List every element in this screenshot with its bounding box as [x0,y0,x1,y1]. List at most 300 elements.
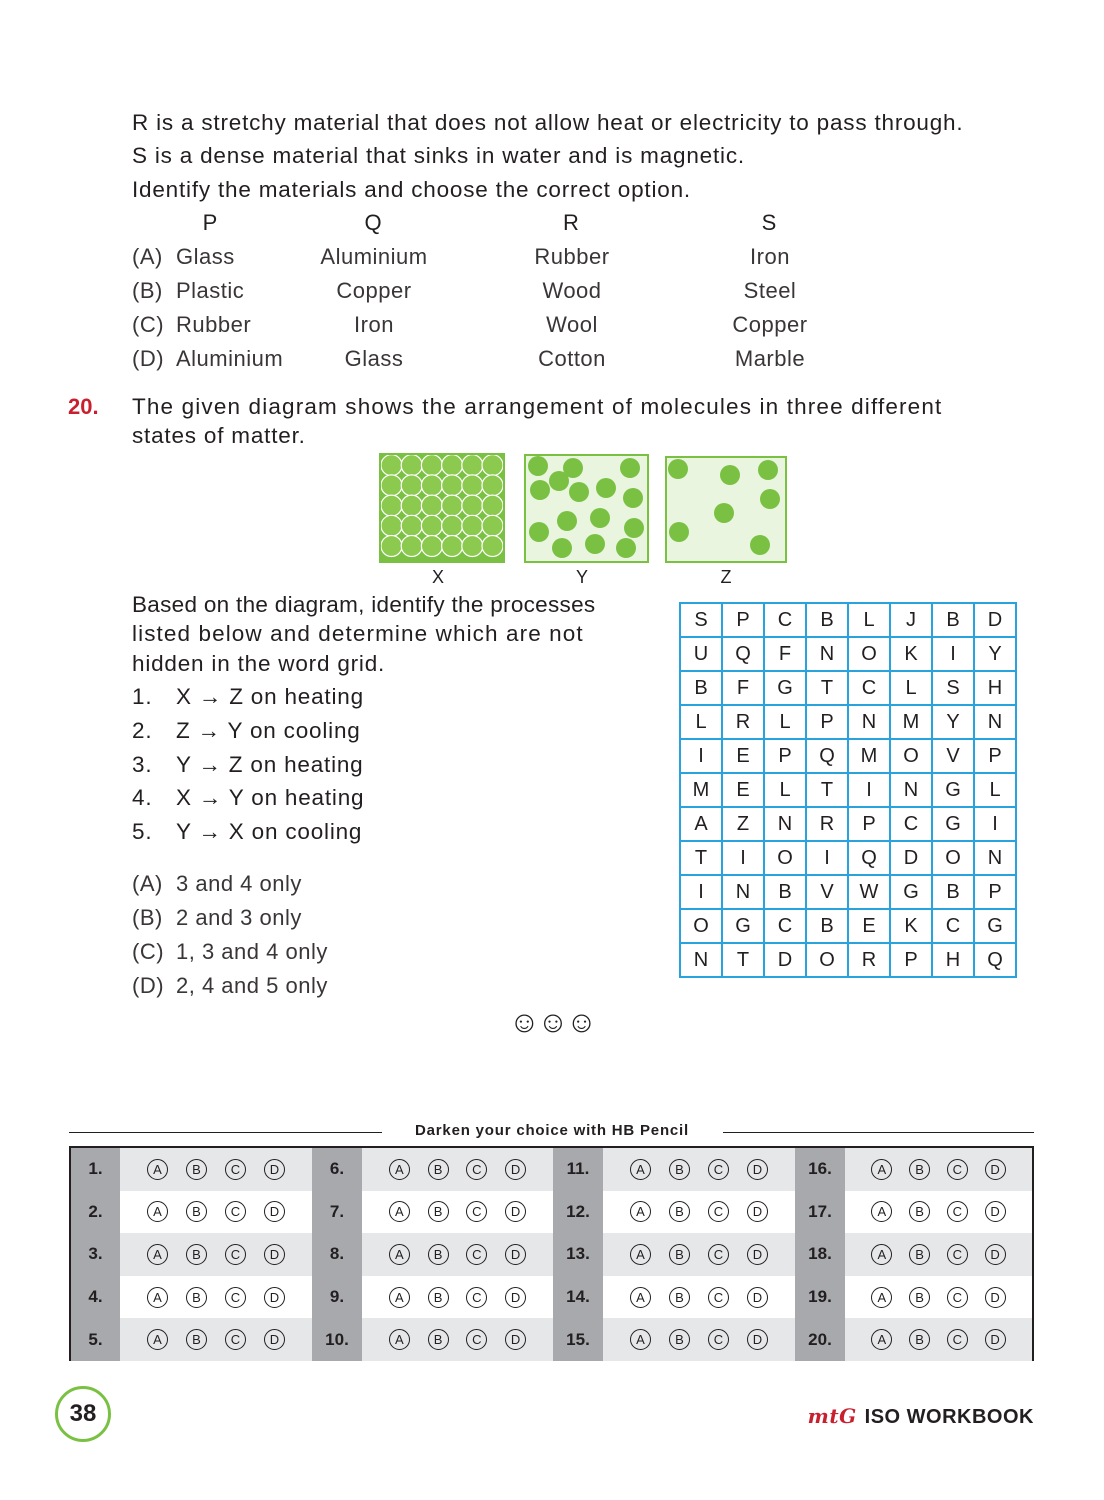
solid-molecule [462,495,483,516]
answer-bubble[interactable]: A [630,1244,651,1265]
answer-sheet-row [71,1191,1032,1234]
word-grid-cell: O [806,943,848,977]
answer-bubble[interactable]: D [985,1244,1006,1265]
diagram-label-y: Y [575,567,588,587]
answer-bubble[interactable]: A [389,1244,410,1265]
word-grid-cell: M [848,739,890,773]
answer-bubble-group [120,1233,312,1276]
q19-option-cell: Rubber [534,244,610,269]
word-grid-row [680,671,1016,705]
word-grid-cell: N [974,705,1016,739]
answer-bubble[interactable]: A [389,1287,410,1308]
solid-molecule [482,455,503,476]
word-grid-row [680,637,1016,671]
answer-bubble[interactable]: A [147,1329,168,1350]
q20-answer-option [132,973,328,999]
word-grid-cell: G [932,807,974,841]
diagram-label-z: Z [720,567,732,587]
solid-molecule [401,495,422,516]
answer-bubble[interactable]: A [871,1287,892,1308]
word-grid-cell: T [680,841,722,875]
q19-option-row [132,278,892,312]
answer-sheet-row [71,1318,1032,1361]
q19-option-cell: Marble [734,346,806,371]
answer-bubble[interactable]: C [947,1329,968,1350]
q19-header-q: Q [364,210,382,235]
answer-bubble-group [362,1276,553,1319]
word-grid-cell: Q [806,739,848,773]
word-grid-cell: S [932,671,974,705]
word-grid-row [680,807,1016,841]
word-grid-row [680,705,1016,739]
answer-bubble[interactable]: B [909,1201,930,1222]
answer-bubble[interactable]: C [466,1287,487,1308]
word-grid-cell: G [932,773,974,807]
answer-sheet-question-number: 5. [71,1318,120,1361]
answer-bubble[interactable]: A [147,1159,168,1180]
word-grid-cell: B [764,875,806,909]
word-grid-cell: Q [722,637,764,671]
word-grid-cell: N [680,943,722,977]
solid-molecule [442,455,463,476]
answer-sheet-question-number: 15. [553,1318,603,1361]
q20-answer-text: 2, 4 and 5 only [176,973,328,998]
answer-bubble[interactable]: B [669,1287,690,1308]
answer-sheet-question-number: 4. [71,1276,120,1319]
word-grid-cell: S [680,603,722,637]
word-grid-cell: N [848,705,890,739]
solid-molecule [482,475,503,496]
process-text: X → Y on heating [176,785,365,811]
q19-option-row [132,244,892,278]
answer-sheet-question-number: 13. [553,1233,603,1276]
answer-bubble[interactable]: D [264,1159,285,1180]
solid-molecule [442,536,463,557]
process-number: 2. [132,717,153,743]
solid-molecule [401,515,422,536]
answer-bubble[interactable]: B [428,1329,449,1350]
q19-header-p: P [202,210,218,235]
q19-option-cell: Aluminium [176,346,284,371]
word-grid-cell: N [722,875,764,909]
q20-answer-text: 3 and 4 only [176,871,302,896]
word-grid-cell: C [932,909,974,943]
answer-sheet-question-number: 3. [71,1233,120,1276]
word-grid-cell: E [848,909,890,943]
answer-sheet-question-number: 6. [312,1148,362,1191]
answer-bubble[interactable]: B [428,1201,449,1222]
q20-prompt-line-2: listed below and determine which are not [132,621,584,646]
q19-option-label: (D) [132,346,165,371]
answer-bubble[interactable]: A [147,1287,168,1308]
answer-bubble[interactable]: D [747,1287,768,1308]
answer-bubble-group [845,1276,1032,1319]
word-grid-cell: A [680,807,722,841]
solid-molecule [381,495,402,516]
word-grid-cell: O [890,739,932,773]
q20-answer-label: (B) [132,905,163,930]
answer-bubble[interactable]: B [909,1329,930,1350]
q19-header-r: R [563,210,579,235]
solid-molecule [421,515,442,536]
answer-bubble[interactable]: A [871,1329,892,1350]
answer-bubble[interactable]: A [147,1244,168,1265]
answer-sheet-question-number: 8. [312,1233,362,1276]
answer-bubble[interactable]: D [505,1287,526,1308]
q20-prompt-line-1: Based on the diagram, identify the processes [132,592,596,617]
word-grid-cell: B [680,671,722,705]
answer-sheet-question-number: 20. [795,1318,845,1361]
word-grid-cell: C [890,807,932,841]
answer-bubble[interactable]: A [630,1201,651,1222]
word-grid-cell: T [806,773,848,807]
word-grid-cell: T [722,943,764,977]
book-title: ISO WORKBOOK [864,1406,1034,1428]
solid-molecule [462,515,483,536]
process-item [132,819,362,845]
answer-bubble[interactable]: D [747,1244,768,1265]
solid-molecule [442,475,463,496]
answer-sheet-question-number: 9. [312,1276,362,1319]
word-grid-cell: C [764,909,806,943]
answer-sheet [69,1146,1034,1361]
process-number: 1. [132,684,153,709]
answer-sheet-question-number: 12. [553,1191,603,1234]
q19-header-s: S [761,210,777,235]
word-grid-cell: L [764,773,806,807]
answer-bubble[interactable]: C [225,1287,246,1308]
q19-option-label: (B) [132,278,163,303]
word-grid-cell: I [932,637,974,671]
process-number: 5. [132,819,153,845]
solid-molecule [421,495,442,516]
answer-bubble[interactable]: A [871,1159,892,1180]
word-grid-cell: G [890,875,932,909]
q20-text-line-1: The given diagram shows the arrangement of molecules in three different [132,394,943,419]
q19-text-line-3: Identify the materials and choose the correct option. [132,177,691,202]
solid-molecule [482,536,503,557]
word-grid-cell: L [848,603,890,637]
solid-molecule [442,515,463,536]
q20-prompt-line-3: hidden in the word grid. [132,651,386,676]
q19-text-line-1: R is a stretchy material that does not allow heat or electricity to pass through. [132,110,964,135]
answer-sheet-row [71,1276,1032,1319]
solid-molecule [381,515,402,536]
solid-molecule [421,536,442,557]
process-number: 4. [132,785,153,811]
word-grid-cell: O [764,841,806,875]
word-grid-cell: W [848,875,890,909]
smiley-icons: ☺☺☺ [509,1006,595,1039]
answer-bubble[interactable]: D [505,1244,526,1265]
answer-bubble[interactable]: D [264,1287,285,1308]
word-grid-row [680,841,1016,875]
word-grid-cell: N [806,637,848,671]
answer-bubble[interactable]: B [909,1159,930,1180]
answer-bubble[interactable]: C [947,1244,968,1265]
answer-bubble-group [362,1148,553,1191]
word-grid-cell: I [680,739,722,773]
process-item [132,785,364,811]
word-grid-cell: G [974,909,1016,943]
answer-bubble[interactable]: C [708,1329,729,1350]
word-grid-cell: K [890,909,932,943]
word-grid-cell: B [806,909,848,943]
q19-option-cell: Wool [546,312,598,337]
solid-molecule [482,495,503,516]
answer-bubble-group [120,1318,312,1361]
word-grid-cell: P [974,875,1016,909]
gas-molecules-diagram [667,458,785,561]
answer-sheet-question-number: 16. [795,1148,845,1191]
answer-bubble[interactable]: C [466,1201,487,1222]
answer-bubble[interactable]: A [630,1159,651,1180]
answer-bubble[interactable]: B [186,1159,207,1180]
q20-answer-text: 1, 3 and 4 only [176,939,328,964]
solid-molecule [462,475,483,496]
word-grid-cell: P [974,739,1016,773]
word-grid-cell: D [764,943,806,977]
word-grid-cell: N [974,841,1016,875]
q19-option-cell: Plastic [176,278,245,303]
answer-bubble[interactable]: C [947,1159,968,1180]
q20-answer-option [132,939,328,965]
word-grid-cell: P [890,943,932,977]
word-grid-cell: L [764,705,806,739]
word-grid-row [680,773,1016,807]
answer-bubble[interactable]: B [186,1329,207,1350]
word-grid-cell: K [890,637,932,671]
answer-sheet-question-number: 17. [795,1191,845,1234]
word-grid-cell: E [722,739,764,773]
answer-bubble[interactable]: D [505,1329,526,1350]
word-grid-cell: L [680,705,722,739]
answer-sheet-question-number: 18. [795,1233,845,1276]
process-item [132,718,361,744]
word-grid-cell: V [806,875,848,909]
word-grid-cell: O [680,909,722,943]
word-grid-cell: U [680,637,722,671]
word-grid-cell: C [764,603,806,637]
word-grid-cell: P [806,705,848,739]
word-grid-cell: R [806,807,848,841]
q19-option-cell: Iron [354,312,394,337]
answer-bubble[interactable]: D [985,1329,1006,1350]
answer-sheet-row [71,1233,1032,1276]
q19-option-label: (A) [132,244,163,269]
q19-option-cell: Rubber [176,312,252,337]
brand-footer [808,1404,1034,1429]
q19-option-label: (C) [132,312,165,337]
answer-bubble[interactable]: D [985,1201,1006,1222]
q19-option-cell: Aluminium [320,244,428,269]
word-grid-cell: M [890,705,932,739]
answer-bubble[interactable]: A [389,1201,410,1222]
answer-bubble[interactable]: B [909,1287,930,1308]
q20-answer-text: 2 and 3 only [176,905,302,930]
answer-bubble-group [845,1191,1032,1234]
answer-bubble[interactable]: C [466,1244,487,1265]
q19-option-cell: Cotton [538,346,606,371]
answer-bubble[interactable]: B [428,1287,449,1308]
answer-bubble[interactable]: D [264,1329,285,1350]
answer-bubble[interactable]: C [708,1287,729,1308]
answer-bubble[interactable]: C [225,1201,246,1222]
answer-bubble-group [845,1233,1032,1276]
word-grid-cell: Y [974,637,1016,671]
word-grid-cell: O [848,637,890,671]
solid-molecule [421,455,442,476]
answer-bubble[interactable]: C [466,1159,487,1180]
answer-bubble[interactable]: C [466,1329,487,1350]
answer-sheet-question-number: 10. [312,1318,362,1361]
answer-bubble[interactable]: B [186,1201,207,1222]
q19-option-cell: Iron [750,244,790,269]
solid-molecule [381,455,402,476]
answer-bubble[interactable]: D [747,1201,768,1222]
word-grid-cell: H [932,943,974,977]
answer-bubble[interactable]: A [630,1287,651,1308]
word-grid-cell: H [974,671,1016,705]
q19-option-cell: Copper [732,312,808,337]
word-grid-cell: I [806,841,848,875]
answer-bubble[interactable]: C [225,1159,246,1180]
answer-bubble[interactable]: C [708,1201,729,1222]
process-number: 3. [132,751,153,777]
word-grid-cell: D [890,841,932,875]
answer-bubble[interactable]: C [947,1287,968,1308]
answer-bubble[interactable]: A [630,1329,651,1350]
solid-molecule [442,495,463,516]
answer-bubble[interactable]: A [871,1244,892,1265]
answer-bubble-group [362,1318,553,1361]
word-grid-row [680,739,1016,773]
answer-bubble-group [603,1318,795,1361]
answer-bubble[interactable]: D [264,1244,285,1265]
word-grid-cell: Z [722,807,764,841]
word-grid [679,602,1017,978]
word-grid-cell: O [932,841,974,875]
word-grid-cell: Y [932,705,974,739]
solid-molecules-box [379,453,505,563]
answer-sheet-row [71,1148,1032,1191]
solid-molecule [462,536,483,557]
answer-bubble[interactable]: B [669,1159,690,1180]
word-grid-cell: I [974,807,1016,841]
answer-bubble[interactable]: D [985,1159,1006,1180]
q19-option-cell: Glass [344,346,404,371]
answer-bubble-group [362,1191,553,1234]
answer-bubble[interactable]: D [264,1201,285,1222]
answer-bubble[interactable]: B [669,1201,690,1222]
q20-text-line-2: states of matter. [132,423,306,448]
answer-bubble[interactable]: C [225,1329,246,1350]
word-grid-cell: P [722,603,764,637]
q19-option-cell: Glass [176,244,235,269]
answer-bubble[interactable]: B [669,1244,690,1265]
solid-molecules-diagram [381,455,503,561]
answer-bubble[interactable]: C [947,1201,968,1222]
page-number [55,1386,111,1442]
answer-bubble-group [603,1233,795,1276]
process-text: Z → Y on cooling [176,717,361,743]
word-grid-cell: G [764,671,806,705]
solid-molecule [381,475,402,496]
answer-bubble-group [845,1318,1032,1361]
answer-bubble-group [603,1276,795,1319]
liquid-molecules-box [524,454,649,563]
answer-bubble[interactable]: D [747,1329,768,1350]
q20-answer-label: (D) [132,973,165,998]
q19-option-cell: Wood [542,278,602,303]
q19-option-cell: Steel [743,278,797,303]
answer-bubble[interactable]: D [505,1201,526,1222]
process-text: Y → X on cooling [176,819,363,845]
answer-bubble-group [120,1191,312,1234]
answer-bubble[interactable]: A [147,1201,168,1222]
word-grid-cell: Q [974,943,1016,977]
word-grid-cell: M [680,773,722,807]
answer-bubble[interactable]: B [186,1287,207,1308]
word-grid-cell: D [974,603,1016,637]
answer-bubble[interactable]: D [747,1159,768,1180]
answer-bubble[interactable]: B [428,1244,449,1265]
q19-option-row [132,346,892,380]
answer-bubble[interactable]: A [389,1329,410,1350]
word-grid-cell: I [680,875,722,909]
gas-molecules-box [665,456,787,563]
q20-answer-option [132,871,302,897]
answer-bubble[interactable]: A [389,1159,410,1180]
word-grid-cell: B [806,603,848,637]
answer-bubble[interactable]: A [871,1201,892,1222]
word-grid-cell: N [764,807,806,841]
answer-bubble[interactable]: C [708,1244,729,1265]
q20-answer-label: (A) [132,871,163,896]
answer-bubble[interactable]: C [708,1159,729,1180]
word-grid-row [680,943,1016,977]
word-grid-cell: V [932,739,974,773]
answer-bubble-group [120,1148,312,1191]
answer-bubble-group [603,1191,795,1234]
answer-bubble[interactable]: B [909,1244,930,1265]
word-grid-row [680,603,1016,637]
answer-bubble[interactable]: B [186,1244,207,1265]
answer-bubble-group [845,1148,1032,1191]
word-grid-cell: Q [848,841,890,875]
word-grid-cell: L [974,773,1016,807]
q20-answer-label: (C) [132,939,165,964]
word-grid-cell: F [722,671,764,705]
answer-bubble-group [120,1276,312,1319]
answer-sheet-question-number: 1. [71,1148,120,1191]
answer-bubble[interactable]: B [669,1329,690,1350]
answer-sheet-question-number: 2. [71,1191,120,1234]
mtg-logo: mtG [807,1404,857,1428]
solid-molecule [401,536,422,557]
q19-option-row [132,312,892,346]
word-grid-row [680,909,1016,943]
q20-answer-option [132,905,302,931]
answer-bubble[interactable]: B [428,1159,449,1180]
solid-molecule [462,455,483,476]
answer-bubble[interactable]: D [985,1287,1006,1308]
answer-bubble[interactable]: D [505,1159,526,1180]
q19-option-cell: Copper [336,278,412,303]
word-grid-cell: P [764,739,806,773]
answer-bubble[interactable]: C [225,1244,246,1265]
solid-molecule [482,515,503,536]
